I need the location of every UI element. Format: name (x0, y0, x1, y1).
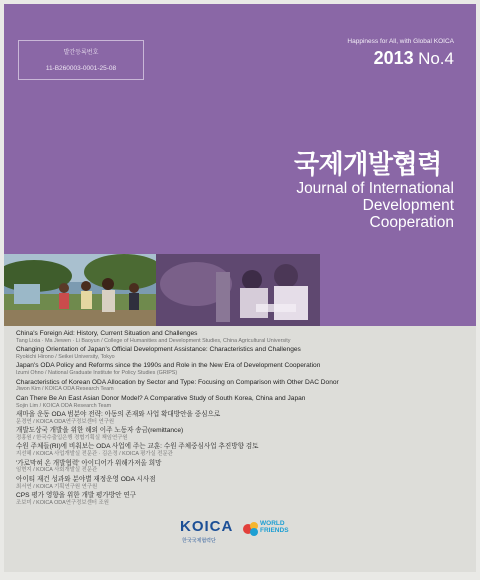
registration-number: 11-B260003-0001-25-08 (45, 65, 117, 72)
world-friends-emblem-icon (242, 520, 260, 538)
list-item (16, 379, 466, 393)
list-item (16, 443, 466, 457)
list-item (16, 427, 466, 441)
article-authors: Tang Lixia · Ma Jiewen · Li Baoyun / College of Humanities and Development Studies, China Agricultural University (16, 337, 291, 344)
article-title: 개발도상국 개발을 위한 해외 이주 노동자 송금(remittance) (16, 427, 184, 435)
article-title: 새마을 운동 ODA 범분야 전략: 아동의 존재와 사업 확대방안을 중심으로 (16, 411, 221, 419)
article-title: China's Foreign Aid: History, Current Situation and Challenges (16, 330, 198, 337)
registration-label: 발간등록번호 (63, 50, 99, 56)
list-item (16, 492, 466, 506)
journal-cover (4, 4, 476, 572)
article-authors: 임현지 / KOICA 사회개발실 전문관 (16, 467, 98, 474)
cover-photo-children (4, 254, 156, 326)
article-title: Can There Be An East Asian Donor Model? A Comparative Study of South Korea, China and Japan (16, 394, 306, 402)
article-authors: Izumi Ohno / National Graduate Institute for Policy Studies (GRIPS) (16, 370, 178, 377)
article-authors: 정홍원 / 한국수출입은행 경협기획실 책임연구원 (16, 435, 128, 442)
publisher-logos (180, 510, 310, 550)
article-authors: Ryokichi Hirono / Seikei University, Tokyo (16, 354, 115, 360)
list-item (16, 411, 466, 425)
world-friends-line2: FRIENDS (260, 527, 289, 534)
list-item (16, 362, 466, 376)
issue-year: 2013 (373, 48, 414, 68)
article-title: Characteristics of Korean ODA Allocation by Sector and Type: Focusing on Comparison with Other DAC Donor (16, 378, 339, 386)
article-authors: 최서연 / KOICA 기획연구원 연구원 (16, 483, 98, 490)
article-title: Changing Orientation of Japan's Official Development Assistance: Characteristics and Challenges (16, 346, 301, 354)
list-item (16, 395, 466, 409)
article-authors: 문경연 / KOICA ODA연구정보센터 연구원 (16, 418, 115, 425)
cover-photo-water-pump (156, 254, 320, 326)
article-authors: Jiwon Kim / KOICA ODA Research Team (16, 386, 114, 393)
article-title: 아이티 재건 성과와 분야별 재정운영 ODA 시사점 (16, 475, 156, 483)
english-title-line2: Development (362, 197, 454, 214)
english-title-line3: Cooperation (369, 214, 454, 231)
purple-side-panel (320, 254, 476, 326)
list-item (16, 346, 466, 360)
article-authors: Sojin Lim / KOICA ODA Research Team (16, 402, 112, 409)
world-friends-logo (260, 520, 289, 534)
world-friends-line1: WORLD (260, 520, 285, 527)
issue-no: No.4 (418, 49, 454, 68)
tagline: Happiness for All, with Global KOICA (347, 38, 454, 45)
list-item (16, 476, 466, 490)
article-title: CPS 평가 영향을 위한 개발 평가방안 연구 (16, 492, 137, 500)
purple-header (4, 4, 476, 254)
article-authors: 지선혜 / KOICA 사업개발실 전문관 · 김은정 / KOICA 평가실 전문관 (16, 451, 173, 458)
article-title: Japan's ODA Policy and Reforms since the 1990s and Role in the New Era of Development Cooperation (16, 362, 321, 370)
english-title (254, 180, 454, 231)
article-title: 수원 주체들(RI)에 비춰보는 ODA 사업에 주는 교훈: 수원 주체중심사업 추진방향 검토 (16, 443, 259, 451)
english-title-line1: Journal of International (296, 180, 454, 197)
korean-title: 국제개발협력 (294, 149, 442, 179)
article-list (16, 330, 466, 508)
registration-box (18, 40, 144, 80)
article-authors: 조보미 / KOICA ODA연구정보센터 조원 (16, 499, 109, 506)
koica-logo: KOICA (180, 518, 234, 535)
list-item (16, 330, 466, 344)
koica-subtitle: 한국국제협력단 (182, 538, 216, 544)
article-title: '가로막혀 온 개발협력' 아이디어가 위해가져올 희망 (16, 459, 162, 467)
list-item (16, 460, 466, 474)
issue-number (374, 48, 454, 69)
